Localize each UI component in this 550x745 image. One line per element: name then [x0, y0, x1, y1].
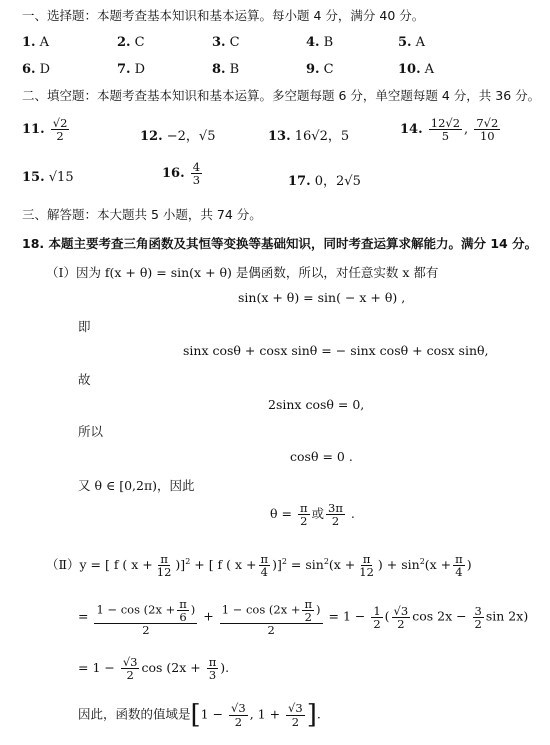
answer-value: B	[229, 62, 240, 77]
q14-b-numerator: 7√2	[476, 116, 499, 130]
answer-number: 7.	[117, 62, 131, 77]
eq5-end: .	[350, 506, 355, 522]
q12-number: 12.	[140, 129, 163, 144]
q16-number: 16.	[162, 166, 185, 182]
answer-value: C	[323, 62, 334, 77]
answer-number: 1.	[22, 35, 36, 50]
q14-a-denominator: 5	[441, 129, 450, 144]
answer-item	[117, 35, 145, 50]
q16-denominator: 3	[192, 173, 201, 188]
text-suoyi: 所以	[78, 424, 104, 439]
answer-item	[306, 62, 334, 77]
answer-number: 5.	[398, 35, 412, 50]
answer-value: A	[424, 62, 435, 77]
q13-value: 16√2，5	[294, 129, 350, 144]
q12-answer	[140, 125, 215, 144]
answer-item	[398, 35, 425, 50]
eq5-f1-denominator: 2	[300, 514, 308, 529]
q11-numerator: √2	[52, 116, 68, 130]
eq5-left: θ =	[270, 506, 292, 522]
q16-numerator: 4	[192, 160, 201, 174]
part2-line: （Ⅱ）y = [ f ( x + $\frac{\pi}{12}$ )]$^2$ + [ f ( x + $\frac{\pi}{4}$ )]$^2 = \sin^2(x$ + $\frac{\pi}{12}$ ) + $\sin^2(x$ + $\frac{\pi}{4}$ )	[46, 552, 472, 580]
equation-8: = 1 − $\frac{√3}{2}$ cos (2x + $\frac{\pi}{3}$ ).	[78, 655, 230, 683]
q17-answer	[288, 170, 361, 189]
answer-number: 10.	[398, 62, 421, 77]
q14-a-numerator: 12√2	[430, 116, 461, 130]
equation-4: cosθ = 0 .	[290, 449, 353, 464]
q14-fraction-b	[474, 117, 500, 142]
eq5-fraction-2	[326, 502, 345, 527]
equation-5	[270, 502, 355, 527]
answer-value: C	[134, 35, 145, 50]
equation-7: = 1 − cos (2x + $\frac{\pi}{6}$ ) 2 + 1 − cos (2x + $\frac{\pi}{2}$ ) 2 = 1 − $\frac{1}{2}$ ( $\frac{√3}{2}$ cos 2x − $\frac{3}{2}$ sin 2x)	[78, 597, 529, 638]
eq5-or: 或	[311, 506, 325, 522]
conclusion: 因此，函数的值域是[1 − $\frac{√3}{2}$ , 1 + $\frac{√3}{2}$ ].	[78, 700, 321, 730]
eq5-f2-numerator: 3π	[328, 501, 343, 515]
q15-value: √15	[48, 170, 74, 185]
equation-3: 2sinx cosθ = 0,	[268, 397, 365, 412]
answer-number: 2.	[117, 35, 131, 50]
conclusion-end: .	[316, 706, 321, 722]
eq5-fraction-1	[298, 502, 310, 527]
eq5-f2-denominator: 2	[331, 514, 340, 529]
q11-denominator: 2	[56, 129, 64, 144]
q12-value: −2，√5	[166, 129, 216, 144]
q15-answer	[22, 170, 74, 185]
answer-item	[22, 35, 49, 50]
q14-answer: 14. $\frac{12√2}{5}$ , $\frac{7√2}{10}$	[400, 116, 499, 144]
answer-number: 6.	[22, 62, 36, 77]
answer-value: D	[134, 62, 146, 77]
text-ji: 即	[78, 319, 91, 334]
conclusion-prefix: 因此，函数的值域是	[78, 706, 191, 722]
q14-number: 14.	[400, 122, 423, 138]
answer-number: 8.	[212, 62, 226, 77]
answer-number: 4.	[306, 35, 320, 50]
answer-item	[117, 62, 145, 77]
answer-item	[212, 35, 240, 50]
q14-b-denominator: 10	[479, 129, 495, 144]
answer-value: D	[39, 62, 51, 77]
q13-answer	[268, 125, 349, 144]
q13-number: 13.	[268, 129, 291, 144]
answer-item	[212, 62, 239, 77]
answer-value: C	[229, 35, 240, 50]
answer-item	[398, 62, 434, 77]
section2-heading: 二、填空题：本题考查基本知识和基本运算。多空题每题 6 分，单空题每题 4 分，共 36 分。	[22, 88, 541, 103]
answer-number: 9.	[306, 62, 320, 77]
part1-intro: （Ⅰ）因为 f(x + θ) = sin(x + θ) 是偶函数，所以，对任意实数 x 都有	[46, 265, 439, 280]
q11-answer	[22, 117, 71, 142]
equation-2: sinx cosθ + cosx sinθ = − sinx cosθ + cosx sinθ,	[183, 343, 489, 358]
q11-fraction	[51, 117, 70, 142]
eq5-f1-numerator: π	[299, 501, 308, 515]
answer-item	[306, 35, 333, 50]
answer-number: 3.	[212, 35, 226, 50]
answer-value: A	[39, 35, 49, 50]
equation-1: sin(x + θ) = sin( − x + θ) ,	[238, 290, 406, 305]
q16-answer	[162, 161, 204, 186]
answer-value: A	[415, 35, 425, 50]
q14-fraction-a	[429, 117, 462, 142]
q17-value: 0，2√5	[314, 174, 361, 189]
q11-number: 11.	[22, 122, 45, 138]
section3-heading: 三、解答题：本大题共 5 小题，共 74 分。	[22, 207, 262, 222]
section1-heading: 一、选择题：本题考查基本知识和基本运算。每小题 4 分，满分 40 分。	[22, 8, 425, 23]
text-you: 又 θ ∈ [0,2π)，因此	[78, 478, 195, 493]
q16-fraction	[191, 161, 202, 186]
q17-number: 17.	[288, 174, 311, 189]
q15-number: 15.	[22, 170, 45, 185]
q18-heading: 18. 本题主要考查三角函数及其恒等变换等基础知识，同时考查运算求解能力。满分 14 分。	[22, 236, 538, 251]
answer-value: B	[323, 35, 334, 50]
answer-item	[22, 62, 50, 77]
text-gu: 故	[78, 372, 91, 387]
part2-label: （Ⅱ）y = [ f ( x +	[46, 557, 153, 573]
